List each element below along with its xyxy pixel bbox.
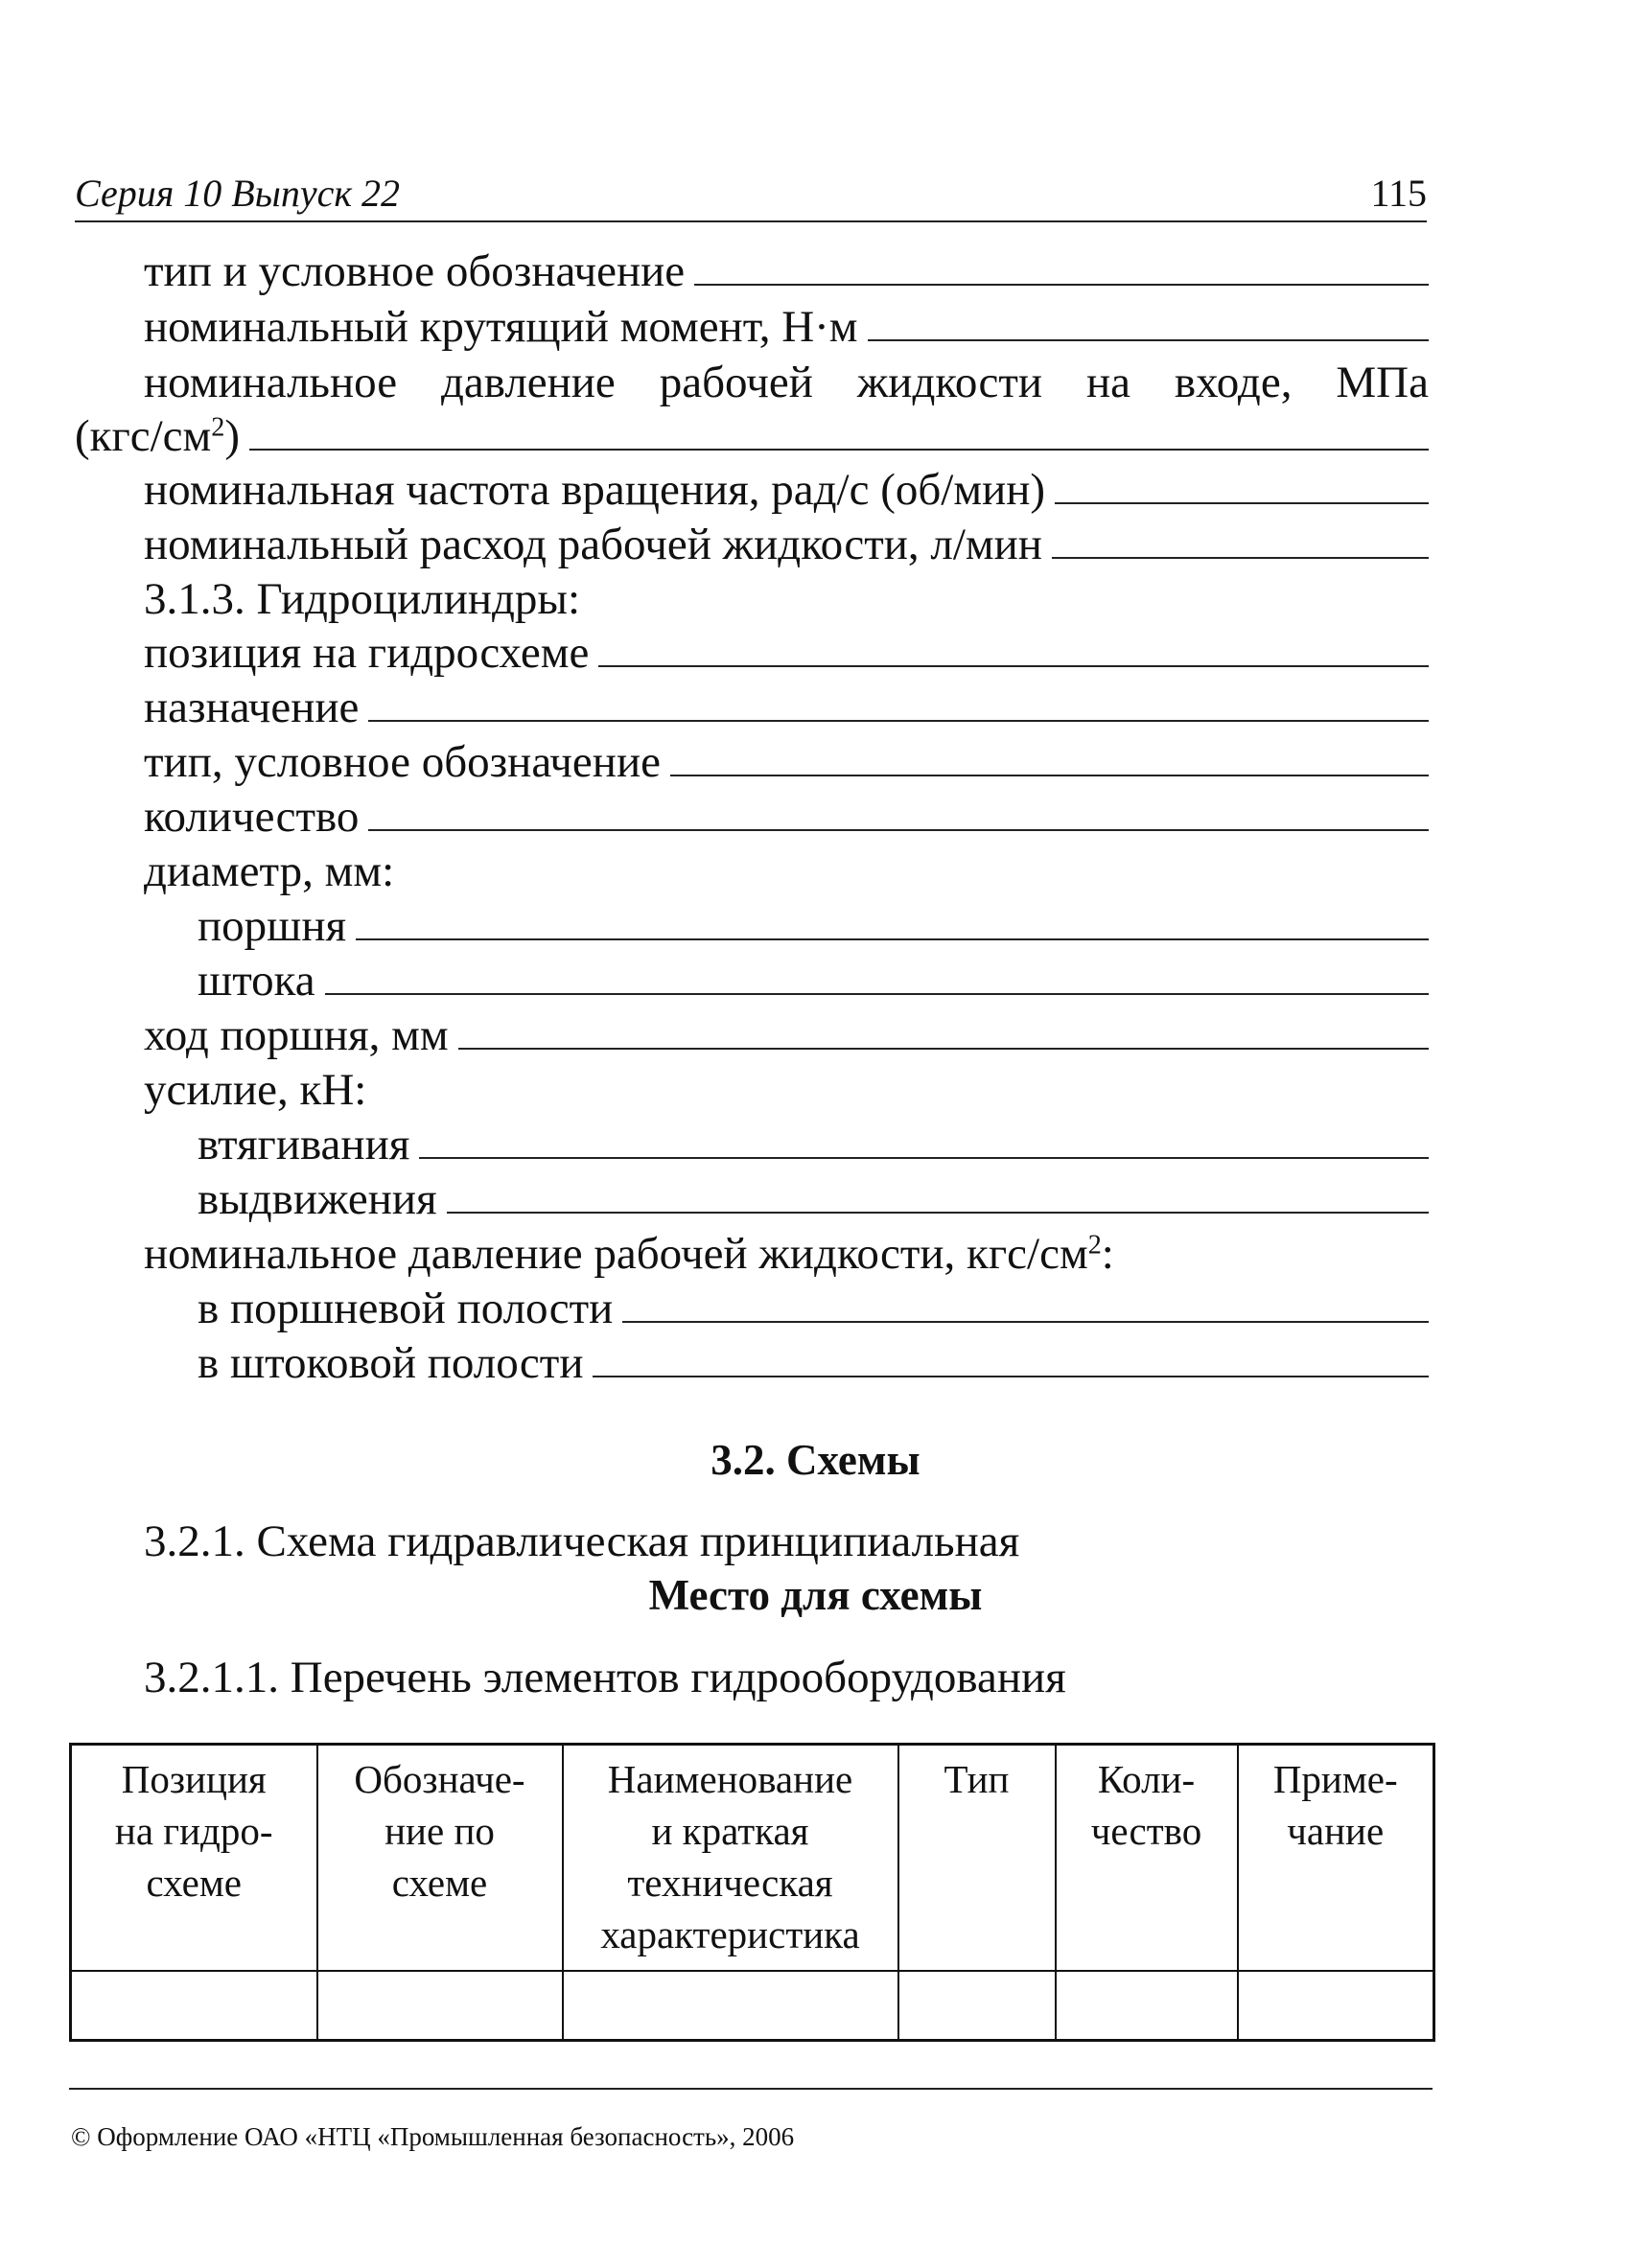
field-label: поршня — [198, 901, 347, 951]
col-header-position: Позиция на гидро- схеме — [71, 1745, 317, 1972]
field-label: назначение — [144, 683, 360, 732]
col-header-note: Приме- чание — [1238, 1745, 1434, 1972]
diameter-label: диаметр, мм: — [144, 846, 395, 896]
field-label: позиция на гидросхеме — [144, 628, 590, 678]
cylinder-pressure-label: номинальное давление рабочей жидкости, кгс/$см^2$: — [144, 1229, 1114, 1279]
field-label: количество — [144, 792, 360, 842]
fill-line[interactable] — [447, 1211, 1429, 1214]
field-label: номинальный расход рабочей жидкости, л/мин — [144, 520, 1042, 569]
col-header-designation: Обозначе- ние по схеме — [317, 1745, 563, 1972]
field-label: тип и условное обозначение — [144, 246, 686, 296]
table-cell[interactable] — [71, 1971, 317, 2041]
motor-speed-field — [144, 465, 1429, 515]
table-cell[interactable] — [1238, 1971, 1434, 2041]
table-header-row — [71, 1745, 1434, 1972]
footer-copyright: © Оформление ОАО «НТЦ «Промышленная безопасность», 2006 — [71, 2122, 795, 2151]
field-label: втягивания — [198, 1120, 410, 1169]
fill-line[interactable] — [356, 937, 1429, 940]
stroke-field — [144, 1010, 1429, 1060]
pressure-word: входе, — [1174, 358, 1293, 407]
field-label: тип, условное обозначение — [144, 737, 661, 787]
cylinder-purpose-field — [144, 685, 1429, 730]
extend-force-field — [198, 1174, 1429, 1224]
field-label: ход поршня, мм — [144, 1010, 449, 1060]
motor-torque-field — [144, 302, 1429, 352]
field-label: номинальный крутящий момент, Н·м — [144, 302, 858, 352]
field-label: в штоковой полости — [198, 1338, 584, 1388]
fill-line[interactable] — [458, 1047, 1429, 1050]
fill-line[interactable] — [1052, 556, 1429, 559]
motor-flow-field — [144, 522, 1429, 567]
cylinder-position-field — [144, 628, 1429, 678]
pressure-word: давление — [440, 358, 616, 407]
field-label: номинальная частота вращения, рад/с (об/мин) — [144, 465, 1046, 515]
piston-diameter-field — [198, 901, 1429, 951]
pressure-word: рабочей — [659, 358, 813, 407]
field-label: $(кгс/см^2)$ — [75, 411, 241, 461]
table-cell[interactable] — [1056, 1971, 1238, 2041]
fill-line[interactable] — [694, 283, 1429, 286]
section-heading: 3.2. Схемы — [711, 1436, 920, 1484]
table-cell[interactable] — [317, 1971, 563, 2041]
scheme-placeholder: Место для схемы — [648, 1571, 983, 1619]
motor-pressure-line — [144, 360, 1429, 405]
pressure-word: на — [1085, 358, 1130, 407]
fill-line[interactable] — [593, 1375, 1429, 1377]
rod-cavity-pressure-field — [198, 1338, 1429, 1388]
pressure-word: жидкости — [856, 358, 1043, 407]
fill-line[interactable] — [325, 992, 1429, 995]
cylinder-quantity-field — [144, 792, 1429, 842]
retract-force-field — [198, 1122, 1429, 1168]
piston-cavity-pressure-field — [198, 1286, 1429, 1331]
pressure-word: номинальное — [144, 358, 398, 407]
rod-diameter-field — [198, 956, 1429, 1006]
fill-line[interactable] — [249, 448, 1429, 451]
fill-line[interactable] — [598, 664, 1429, 667]
elements-list-heading: 3.2.1.1. Перечень элементов гидрооборудования — [144, 1653, 1066, 1702]
field-label: штока — [198, 956, 315, 1006]
pressure-word: МПа — [1336, 358, 1429, 407]
cylinder-type-field — [144, 737, 1429, 787]
fill-line[interactable] — [419, 1156, 1429, 1159]
col-header-name: Наименование и краткая техническая характеристика — [563, 1745, 898, 1972]
table-cell[interactable] — [898, 1971, 1056, 2041]
fill-line[interactable] — [368, 828, 1429, 831]
col-header-quantity: Коли- чество — [1056, 1745, 1238, 1972]
elements-table — [69, 1743, 1435, 2042]
col-header-type: Тип — [898, 1745, 1056, 1972]
force-label: усилие, кН: — [144, 1065, 367, 1115]
running-header — [75, 171, 1427, 222]
field-label: в поршневой полости — [198, 1284, 614, 1333]
fill-line[interactable] — [670, 774, 1429, 776]
motor-pressure-field — [75, 411, 1429, 461]
fill-line[interactable] — [868, 338, 1429, 341]
field-label: выдвижения — [198, 1174, 437, 1224]
fill-line[interactable] — [622, 1320, 1429, 1323]
fill-line[interactable] — [1055, 501, 1429, 504]
series-title: Серия 10 Выпуск 22 — [75, 172, 401, 215]
footer-divider — [69, 2088, 1433, 2090]
page-number: 115 — [1370, 172, 1427, 215]
scheme-item: 3.2.1. Схема гидравлическая принципиальная — [144, 1516, 1020, 1566]
motor-type-field — [144, 246, 1429, 296]
table-cell[interactable] — [563, 1971, 898, 2041]
fill-line[interactable] — [368, 719, 1429, 722]
cylinders-heading: 3.1.3. Гидроцилиндры: — [144, 574, 581, 624]
table-row — [71, 1971, 1434, 2041]
